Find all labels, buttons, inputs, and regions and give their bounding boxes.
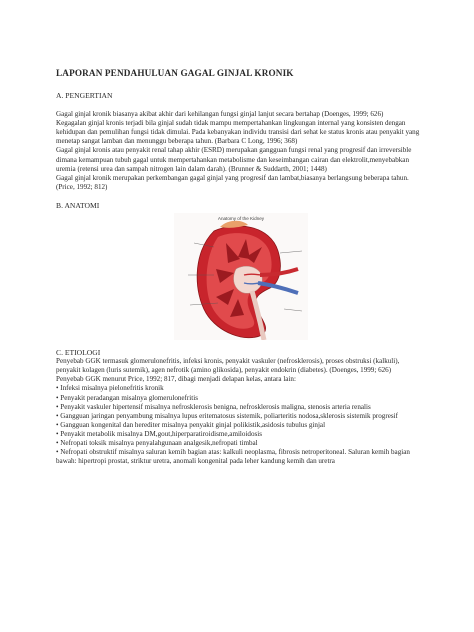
list-item: • Penyakit vaskuler hipertensif misalnya nefrosklerosis benigna, nefrosklerosis maligna, stenosis arteria renalis: [56, 402, 371, 411]
figure-caption: Anatomy of the Kidney: [217, 216, 265, 222]
list-item: • Penyakit peradangan misalnya glomerulonefritis: [56, 393, 198, 402]
list-item: • Nefropati toksik misalnya penyalahgunaan analgesik,nefropati timbal: [56, 438, 258, 447]
etiologi-paragraph-2: Penyebab GGK menurut Price, 1992; 817, dibagi menjadi delapan kelas, antara lain:: [56, 375, 296, 384]
pengertian-paragraph-1: Gagal ginjal kronik biasanya akibat akhir dari kehilangan fungsi ginjal lanjut secara bertahap (Doenges, 1999; 626): [56, 110, 384, 119]
list-item: • Penyakit metabolik misalnya DM,gout,hiperparatiroidisme,amiloidosis: [56, 429, 263, 438]
list-item: • Nefropati obstruktif misalnya saluran kemih bagian atas: kalkuli neoplasma, fibrosis netroperitoneal. Saluran kemih bagian bawah: hipertropi prostat, striktur uretra, anomali kongenital pada leher kandung kemih dan uretra: [56, 448, 410, 466]
section-heading-pengertian: A. PENGERTIAN: [56, 91, 113, 100]
etiologi-bullet-list: [56, 384, 424, 466]
list-item: • Gangguan jaringan penyambung misalnya lupus eritematosus sistemik, poliarteritis nodosa,sklerosis sistemik progresif: [56, 411, 398, 420]
document-title: LAPORAN PENDAHULUAN GAGAL GINJAL KRONIK: [56, 68, 294, 78]
document-body: [56, 68, 424, 466]
pengertian-paragraph-2: Kegagalan ginjal kronis terjadi bila ginjal sudah tidak mampu mempertahankan lingkungan internal yang konsisten dengan kehidupan dan pemulihan fungsi tidak dimulai. Pada kebanyakan individu transisi dari sehat ke status kronis atau penyakit yang menetap sangat lamban dan menunggu beberapa tahun. (Barbara C Long, 1996; 368): [56, 119, 420, 146]
kidney-anatomy-figure: [56, 210, 424, 340]
section-heading-anatomi: B. ANATOMI: [56, 200, 100, 210]
pengertian-paragraph-4: Gagal ginjal kronik merupakan perkembangan gagal ginjal yang progresif dan lambat,biasanya berlangsung beberapa tahun. (Price, 1992; 812): [56, 173, 409, 191]
list-item: • Gangguan kongenital dan herediter misalnya penyakit ginjal polikistik,asidosis tubulus ginjal: [56, 420, 326, 429]
kidney-drawing: [174, 213, 308, 340]
pengertian-paragraph-3: Gagal ginjal kronis atau penyakit renal tahap akhir (ESRD) merupakan gangguan fungsi renal yang progresif dan irreversible dimana kemampuan tubuh gagal untuk mempertahankan metabolisme dan keseimbangan cairan dan elektrolit,menyebabkan uremia (retensi urea dan sampah nitrogen lain dalam darah). (Brunner & Suddarth, 2001; 1448): [56, 146, 412, 173]
section-heading-etiologi: C. ETIOLOGI: [56, 348, 101, 358]
etiologi-paragraph-1: Penyebab GGK termasuk glomerulonefritis, infeksi kronis, penyakit vaskuler (nefrosklerosis), proses obstruksi (kalkuli), penyakit kolagen (luris sutemik), agen nefrotik (amino glikosida), penyakit endokrin (diabetes). (Doenges, 1999; 626): [56, 357, 400, 375]
kidney-illustration: [174, 213, 308, 340]
list-item: • Infeksi misalnya pielonefritis kronik: [56, 384, 164, 393]
